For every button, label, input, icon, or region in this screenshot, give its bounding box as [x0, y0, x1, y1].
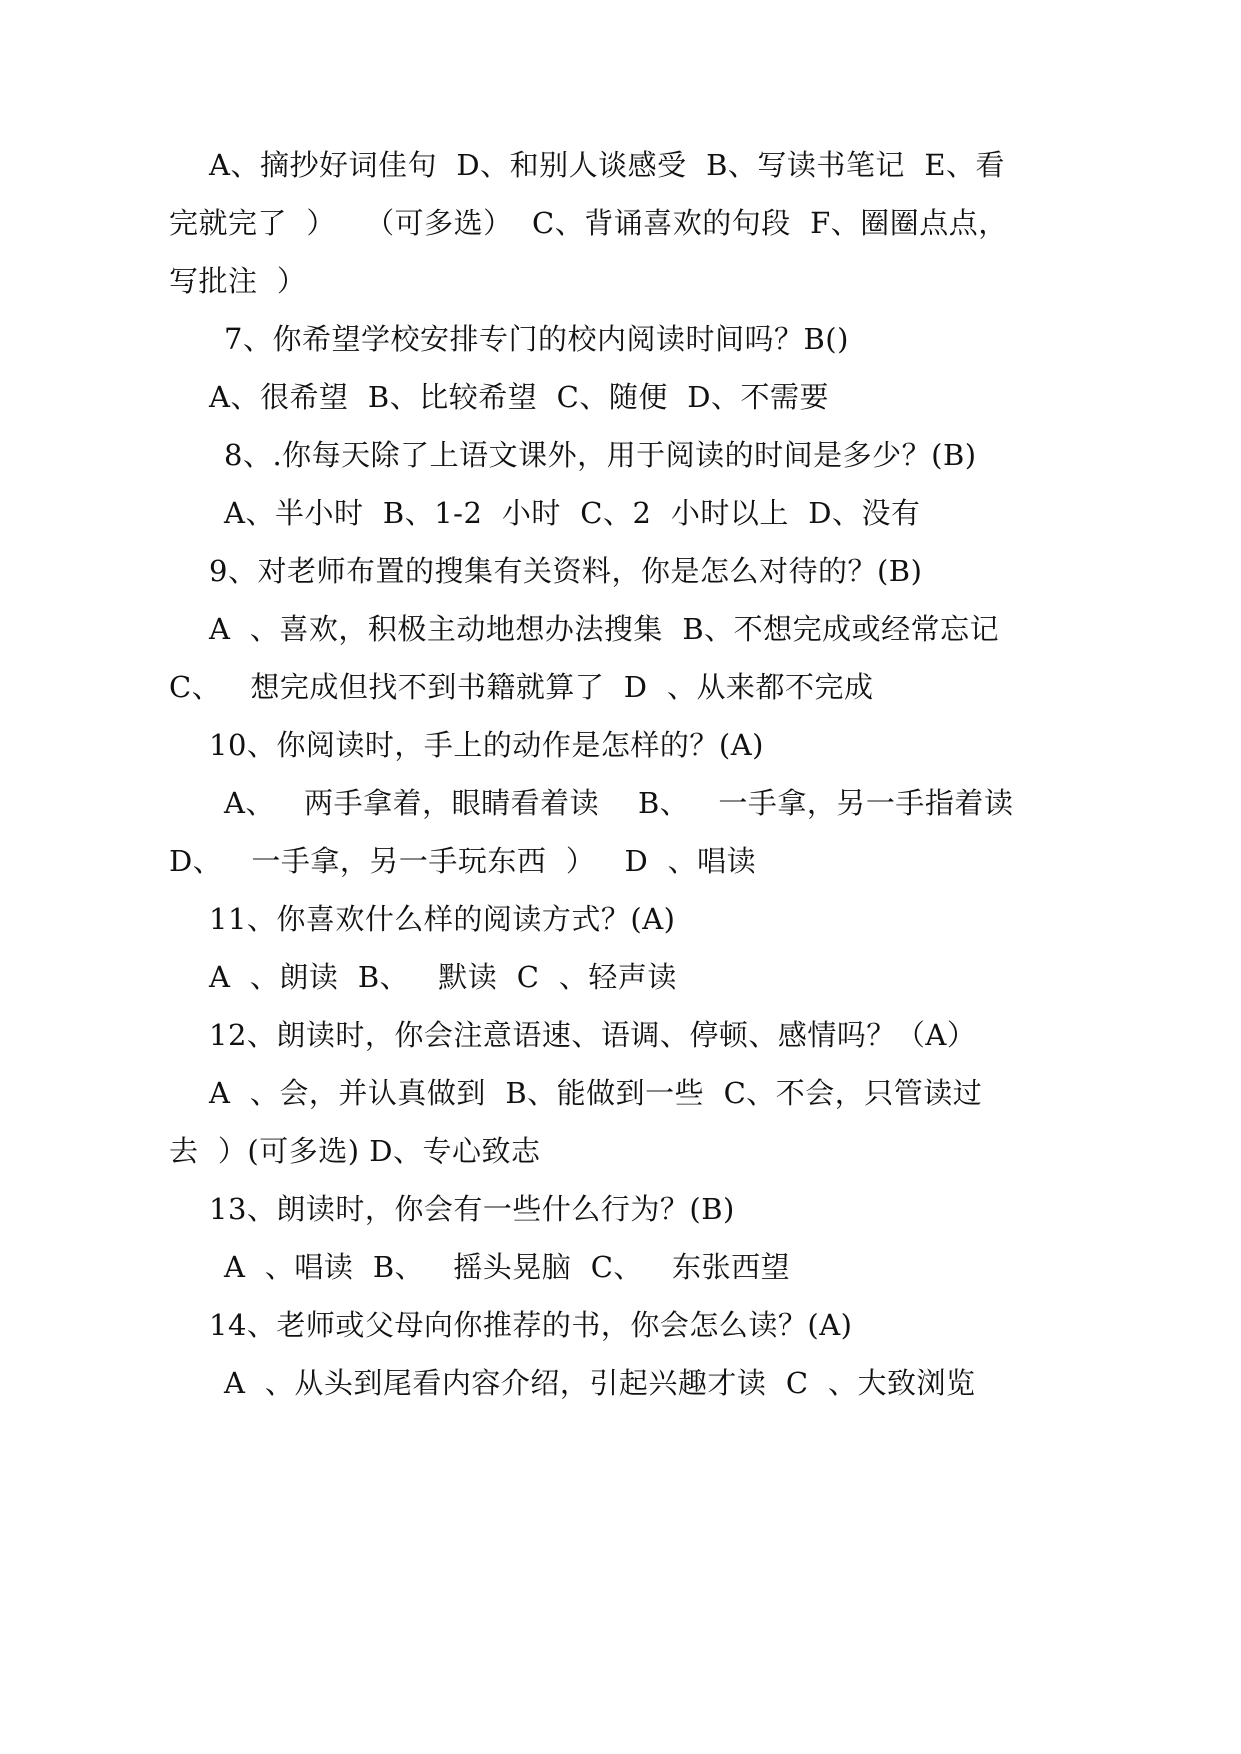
options-line: A 、朗读 B、 默读 C 、轻声读 [209, 960, 677, 994]
options-line: D、 一手拿，另一手玩东西 ） D 、唱读 [169, 844, 757, 878]
question-line: 9、对老师布置的搜集有关资料，你是怎么对待的？(B) [209, 554, 923, 588]
text-line: 写批注 ） [169, 264, 307, 298]
options-line: A 、从头到尾看内容介绍，引起兴趣才读 C 、大致浏览 [224, 1366, 976, 1400]
options-line: A 、会，并认真做到 B、能做到一些 C、不会，只管读过 [209, 1076, 983, 1110]
text-line: 完就完了 ） （可多选） C、背诵喜欢的句段 F、圈圈点点， [169, 206, 1008, 240]
options-line: A、 两手拿着，眼睛看着读 B、 一手拿，另一手指着读 [224, 786, 1014, 820]
question-line: 14、老师或父母向你推荐的书，你会怎么读？(A) [209, 1308, 853, 1342]
question-line: 7、你希望学校安排专门的校内阅读时间吗？B() [224, 322, 849, 356]
options-line: A、半小时 B、1-2 小时 C、2 小时以上 D、没有 [224, 496, 921, 530]
options-line: A 、唱读 B、 摇头晃脑 C、 东张西望 [224, 1250, 791, 1284]
question-line: 12、朗读时，你会注意语速、语调、停顿、感情吗？（A） [209, 1018, 977, 1052]
text-line: A、摘抄好词佳句 D、和别人谈感受 B、写读书笔记 E、看 [209, 148, 1005, 182]
question-line: 10、你阅读时，手上的动作是怎样的？(A) [209, 728, 764, 762]
options-line: A、很希望 B、比较希望 C、随便 D、不需要 [209, 380, 830, 414]
question-line: 13、朗读时，你会有一些什么行为？(B) [209, 1192, 735, 1226]
options-line: A 、喜欢，积极主动地想办法搜集 B、不想完成或经常忘记 [209, 612, 1000, 646]
options-line: C、 想完成但找不到书籍就算了 D 、从来都不完成 [169, 670, 874, 704]
options-line: 去 ）(可多选) D、专心致志 [169, 1134, 541, 1168]
question-line: 8、.你每天除了上语文课外，用于阅读的时间是多少？(B) [224, 438, 977, 472]
question-line: 11、你喜欢什么样的阅读方式？(A) [209, 902, 676, 936]
